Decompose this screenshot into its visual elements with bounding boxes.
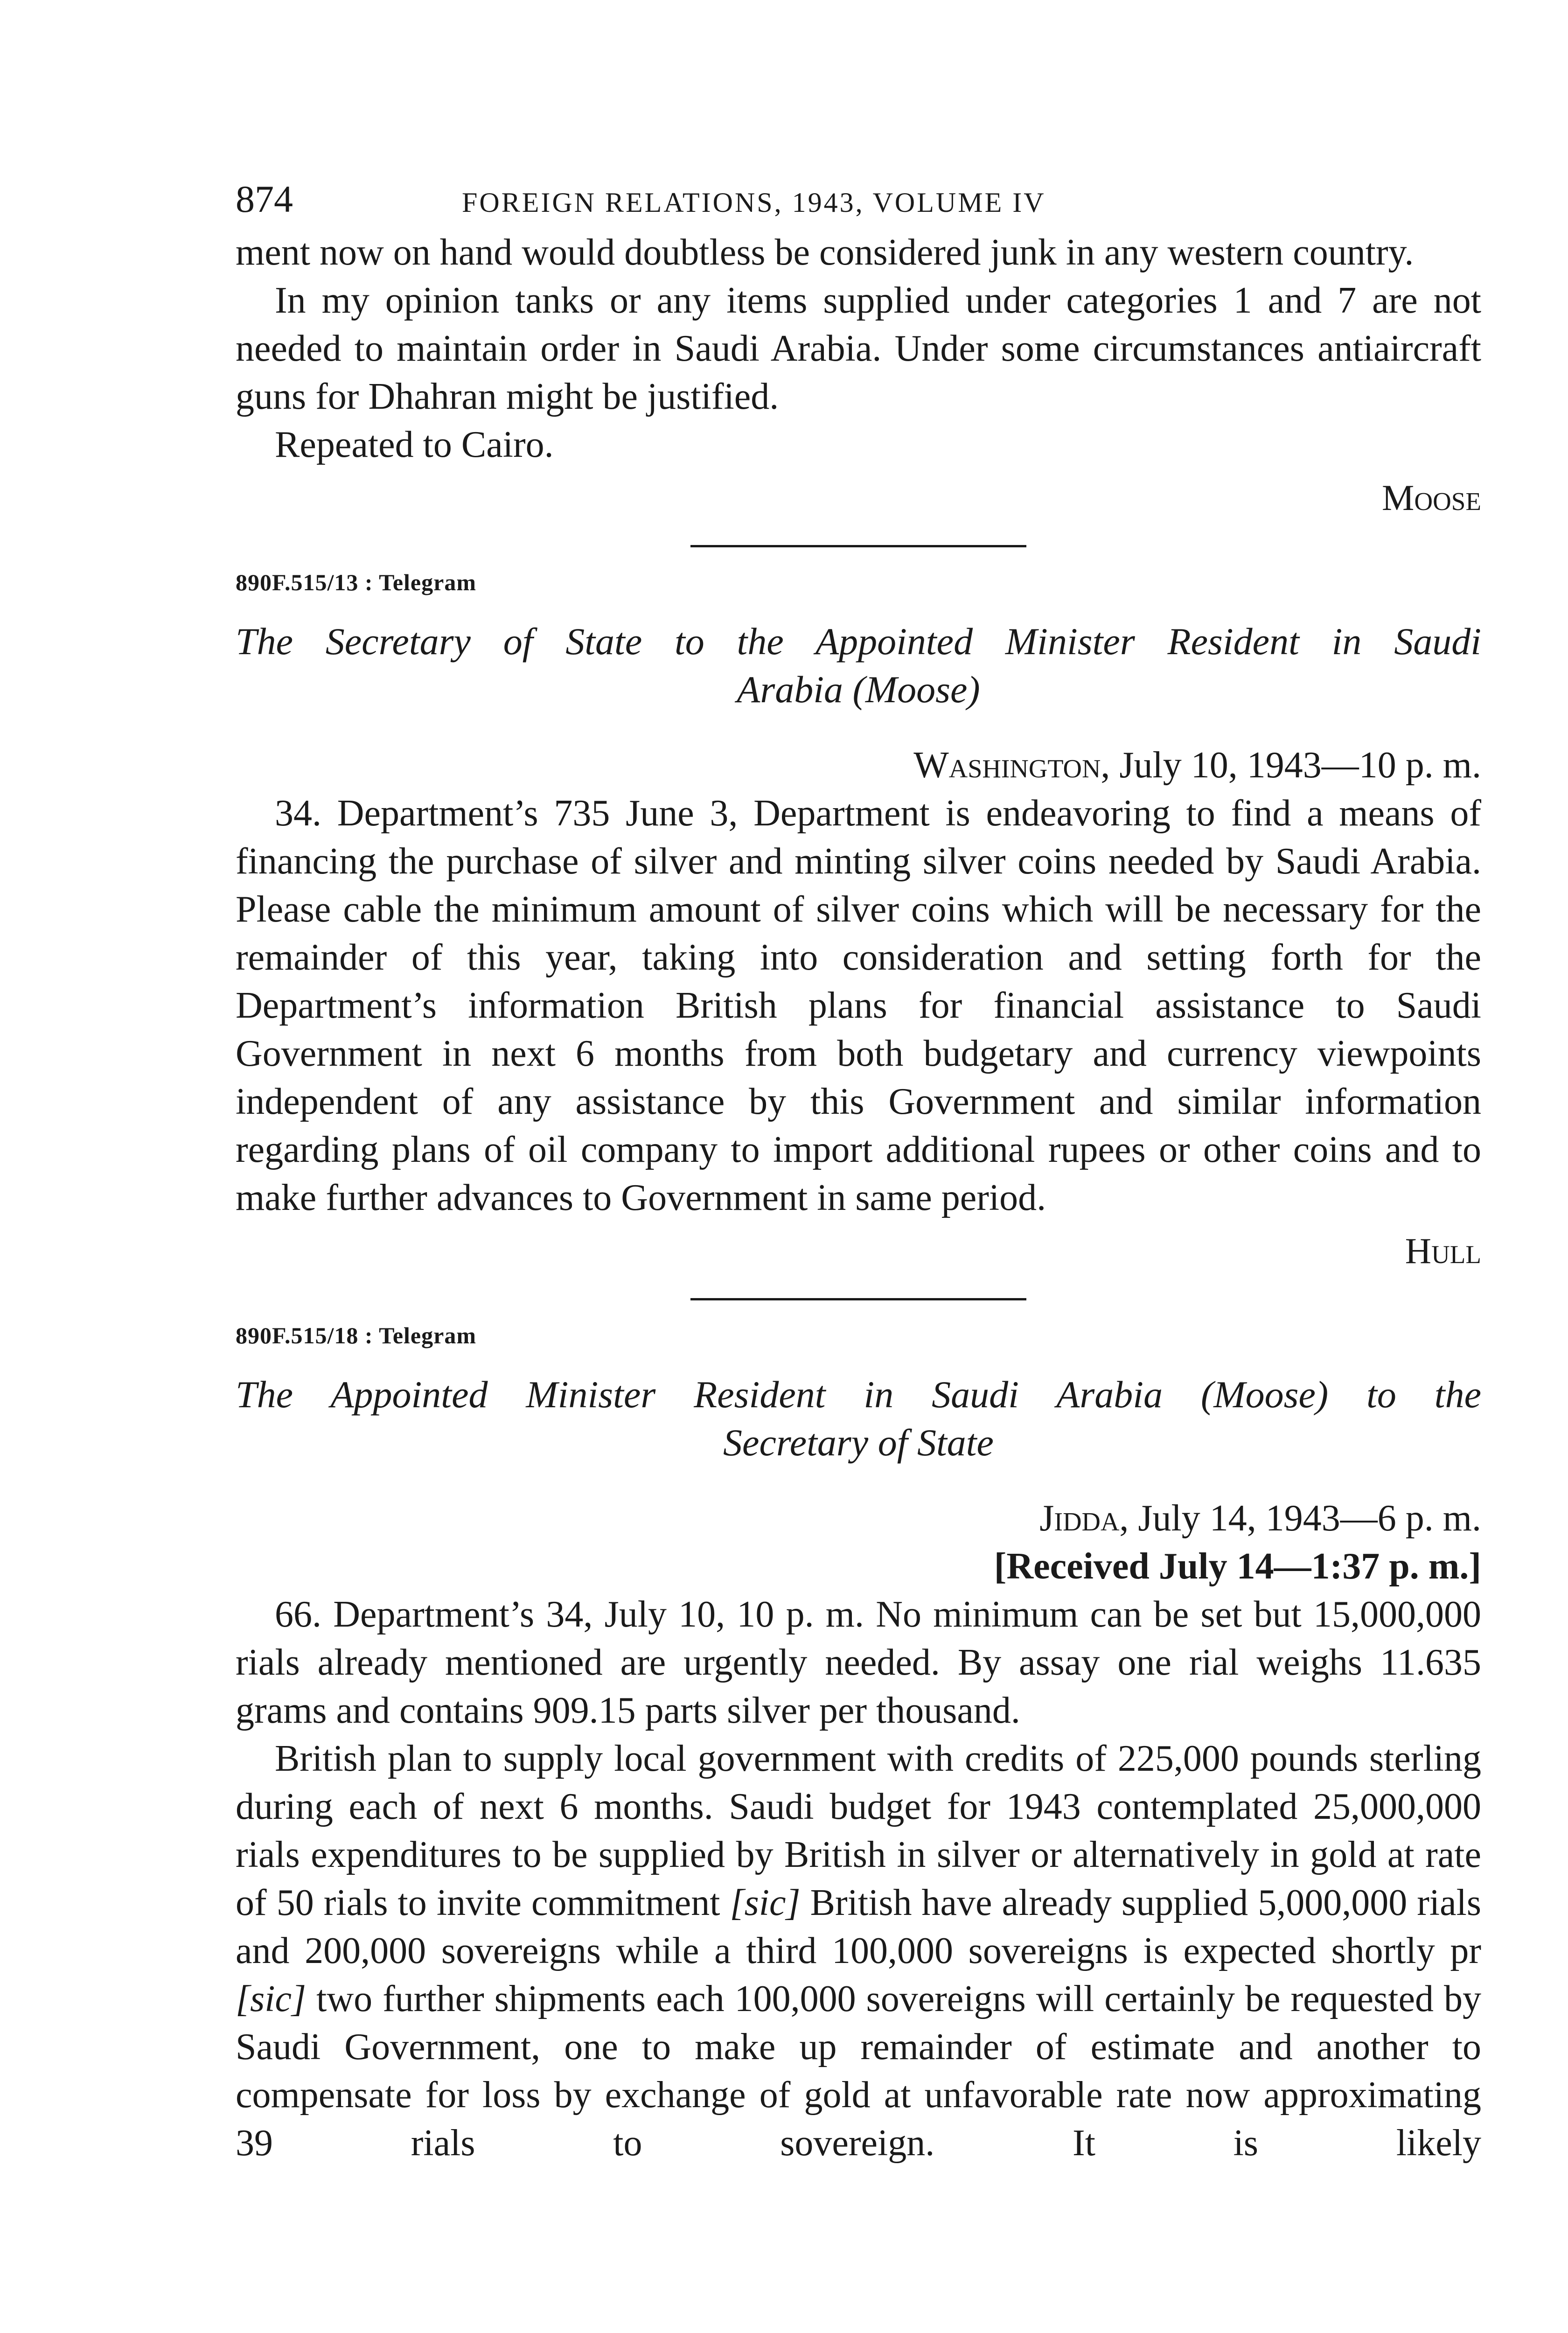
dateline-place: Washington, bbox=[913, 745, 1110, 786]
page-number: 874 bbox=[236, 178, 293, 220]
sic-note: [sic] bbox=[236, 1978, 307, 2019]
telegram-body: 66. Department’s 34, July 10, 10 p. m. No minimum can be set but 15,000,000 rials already mentioned are urgently needed. By assay one rial weighs 11.635 grams and contains 909.15 parts silver per thousand. bbox=[236, 1594, 1481, 1731]
running-title: FOREIGN RELATIONS, 1943, VOLUME IV bbox=[462, 187, 1046, 218]
dateline-date: July 10, 1943—10 p. m. bbox=[1110, 745, 1481, 786]
file-id: 890F.515/18 : Telegram bbox=[236, 1322, 476, 1348]
document-page bbox=[236, 177, 1481, 2167]
running-head bbox=[236, 177, 1481, 229]
heading-line: Arabia (Moose) bbox=[737, 668, 980, 711]
heading-line: Secretary of State bbox=[723, 1421, 994, 1464]
dateline-date: July 14, 1943—6 p. m. bbox=[1129, 1498, 1481, 1539]
sic-note: [sic] bbox=[730, 1882, 801, 1923]
dateline-place: Jidda, bbox=[1039, 1498, 1129, 1539]
paragraph-opinion: In my opinion tanks or any items supplied under categories 1 and 7 are not needed to maintain order in Saudi Arabia. Under some circumstances antiaircraft guns for Dhahran might be justified. bbox=[236, 280, 1481, 417]
heading-line: The Appointed Minister Resident in Saudi Arabia (Moose) to the bbox=[236, 1373, 1481, 1416]
telegram-body: 34. Department’s 735 June 3, Department is endeavoring to find a means of financing the purchase of silver and minting silver coins needed by Saudi Arabia. Please cable the minimum amount of silver coins which will be necessary for the remainder of this year, taking into consideration and setting forth for the Department’s information British plans for financial assistance to Saudi Government in next 6 months from both budgetary and currency viewpoints independent of any assistance by this Government and similar information regarding plans of oil company to import additional rupees or other coins and to make further advances to Government in same period. bbox=[236, 793, 1481, 1218]
paragraph-continued: ment now on hand would doubtless be considered junk in any western country. bbox=[236, 232, 1414, 273]
dateline bbox=[236, 1495, 1481, 1543]
telegram-body bbox=[236, 1735, 1481, 2167]
text-run: British have already supplied 5,000,000 rials and 200,000 sovereigns while a third 100,000 sovereigns is expected shortly pr bbox=[236, 1882, 1481, 1971]
section-divider bbox=[690, 545, 1026, 547]
text-run: British plan to supply local government with credits of 225,000 pounds sterling during each of next 6 months. Saudi budget for 1943 contemplated 25,000,000 rials expenditures to be supplied by British in silver or alternatively in gold at rate of 50 rials to invite commitment bbox=[236, 1738, 1481, 1923]
section-divider bbox=[690, 1298, 1026, 1300]
text-run: two further shipments each 100,000 sovereigns will certainly be requested by Saudi Government, one to make up remainder of estimate and another to compensate for loss by exchange of gold at unfavorable rate now approximating 39 rials to sovereign. It is likely bbox=[236, 1978, 1481, 2164]
document-heading bbox=[236, 1370, 1481, 1467]
file-id: 890F.515/13 : Telegram bbox=[236, 569, 476, 595]
dateline bbox=[236, 741, 1481, 789]
paragraph-repeated: Repeated to Cairo. bbox=[275, 424, 554, 465]
signature-moose: Moose bbox=[1382, 477, 1481, 518]
heading-line: The Secretary of State to the Appointed Minister Resident in Saudi bbox=[236, 620, 1481, 663]
document-heading bbox=[236, 617, 1481, 713]
received-line: [Received July 14—1:37 p. m.] bbox=[994, 1546, 1481, 1587]
signature-hull: Hull bbox=[1405, 1230, 1481, 1271]
